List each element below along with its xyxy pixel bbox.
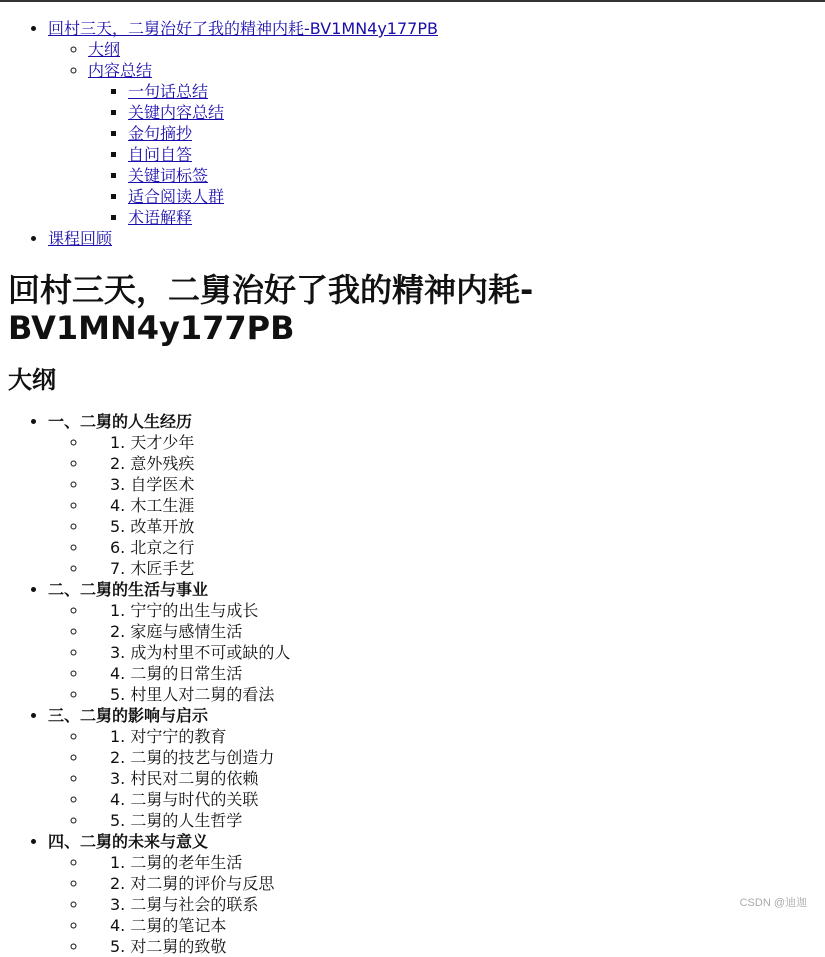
toc-item-outline — [88, 39, 817, 60]
outline-item: 1. 二舅的老年生活 — [110, 853, 243, 872]
outline-item: 1. 天才少年 — [110, 433, 195, 452]
table-of-contents — [8, 18, 817, 249]
outline-section — [48, 705, 817, 831]
list-item — [88, 726, 817, 747]
outline-item: 2. 意外残疾 — [110, 454, 195, 473]
toc-summary-item — [128, 186, 817, 207]
toc-link-glossary[interactable]: 术语解释 — [128, 208, 193, 227]
list-item — [88, 516, 817, 537]
outline-section — [48, 411, 817, 579]
outline-item: 7. 木匠手艺 — [110, 559, 195, 578]
outline-item: 1. 对宁宁的教育 — [110, 727, 227, 746]
outline-item: 4. 二舅的日常生活 — [110, 664, 243, 683]
toc-summary-item — [128, 144, 817, 165]
list-item — [88, 495, 817, 516]
toc-link-summary[interactable]: 内容总结 — [88, 61, 153, 80]
list-item — [88, 474, 817, 495]
outline-item: 4. 木工生涯 — [110, 496, 195, 515]
section-title: 四、二舅的未来与意义 — [48, 832, 209, 851]
toc-item-review — [48, 228, 817, 249]
list-item — [88, 747, 817, 768]
outline-item: 2. 家庭与感情生活 — [110, 622, 243, 641]
toc-item-title — [48, 18, 817, 228]
list-item — [88, 453, 817, 474]
toc-link-review[interactable]: 课程回顾 — [48, 229, 113, 248]
toc-link-keywords[interactable]: 关键词标签 — [128, 166, 209, 185]
outline-item: 3. 二舅与社会的联系 — [110, 895, 259, 914]
toc-item-summary — [88, 60, 817, 228]
toc-summary-item — [128, 207, 817, 228]
list-item — [88, 432, 817, 453]
list-item — [88, 768, 817, 789]
toc-link-key-content[interactable]: 关键内容总结 — [128, 103, 225, 122]
outline-item: 2. 对二舅的评价与反思 — [110, 874, 275, 893]
outline-item: 3. 村民对二舅的依赖 — [110, 769, 259, 788]
outline-list — [8, 411, 817, 957]
toc-link-outline[interactable]: 大纲 — [88, 40, 121, 59]
section-title: 二、二舅的生活与事业 — [48, 580, 209, 599]
toc-link-qa[interactable]: 自问自答 — [128, 145, 193, 164]
outline-item: 6. 北京之行 — [110, 538, 195, 557]
document — [0, 18, 825, 957]
list-item — [88, 789, 817, 810]
toc-summary-item — [128, 165, 817, 186]
outline-item: 5. 改革开放 — [110, 517, 195, 536]
outline-item: 5. 对二舅的致敬 — [110, 937, 227, 956]
list-item — [88, 600, 817, 621]
toc-summary-list — [88, 81, 817, 228]
list-item — [88, 936, 817, 957]
list-item — [88, 642, 817, 663]
outline-item: 4. 二舅与时代的关联 — [110, 790, 259, 809]
list-item — [88, 558, 817, 579]
list-item — [88, 915, 817, 936]
list-item — [88, 894, 817, 915]
list-item — [88, 663, 817, 684]
section-title: 一、二舅的人生经历 — [48, 412, 193, 431]
outline-item: 1. 宁宁的出生与成长 — [110, 601, 259, 620]
toc-summary-item — [128, 123, 817, 144]
list-item — [88, 852, 817, 873]
list-item — [88, 873, 817, 894]
list-item — [88, 621, 817, 642]
toc-link-title[interactable]: 回村三天，二舅治好了我的精神内耗-BV1MN4y177PB — [48, 19, 438, 38]
toc-summary-item — [128, 102, 817, 123]
outline-item: 4. 二舅的笔记本 — [110, 916, 227, 935]
outline-section — [48, 831, 817, 957]
list-item — [88, 537, 817, 558]
toc-link-one-sentence[interactable]: 一句话总结 — [128, 82, 209, 101]
watermark: CSDN @迪迦 — [736, 892, 811, 912]
outline-item: 3. 自学医术 — [110, 475, 195, 494]
outline-section — [48, 579, 817, 705]
outline-item: 3. 成为村里不可或缺的人 — [110, 643, 291, 662]
outline-heading: 大纲 — [8, 366, 56, 394]
toc-link-audience[interactable]: 适合阅读人群 — [128, 187, 225, 206]
page-title: 回村三天，二舅治好了我的精神内耗-BV1MN4y177PB — [8, 271, 534, 347]
toc-summary-item — [128, 81, 817, 102]
list-item — [88, 810, 817, 831]
section-title: 三、二舅的影响与启示 — [48, 706, 209, 725]
outline-item: 5. 村里人对二舅的看法 — [110, 685, 275, 704]
outline-item: 5. 二舅的人生哲学 — [110, 811, 243, 830]
toc-link-quotes[interactable]: 金句摘抄 — [128, 124, 193, 143]
outline-item: 2. 二舅的技艺与创造力 — [110, 748, 275, 767]
list-item — [88, 684, 817, 705]
